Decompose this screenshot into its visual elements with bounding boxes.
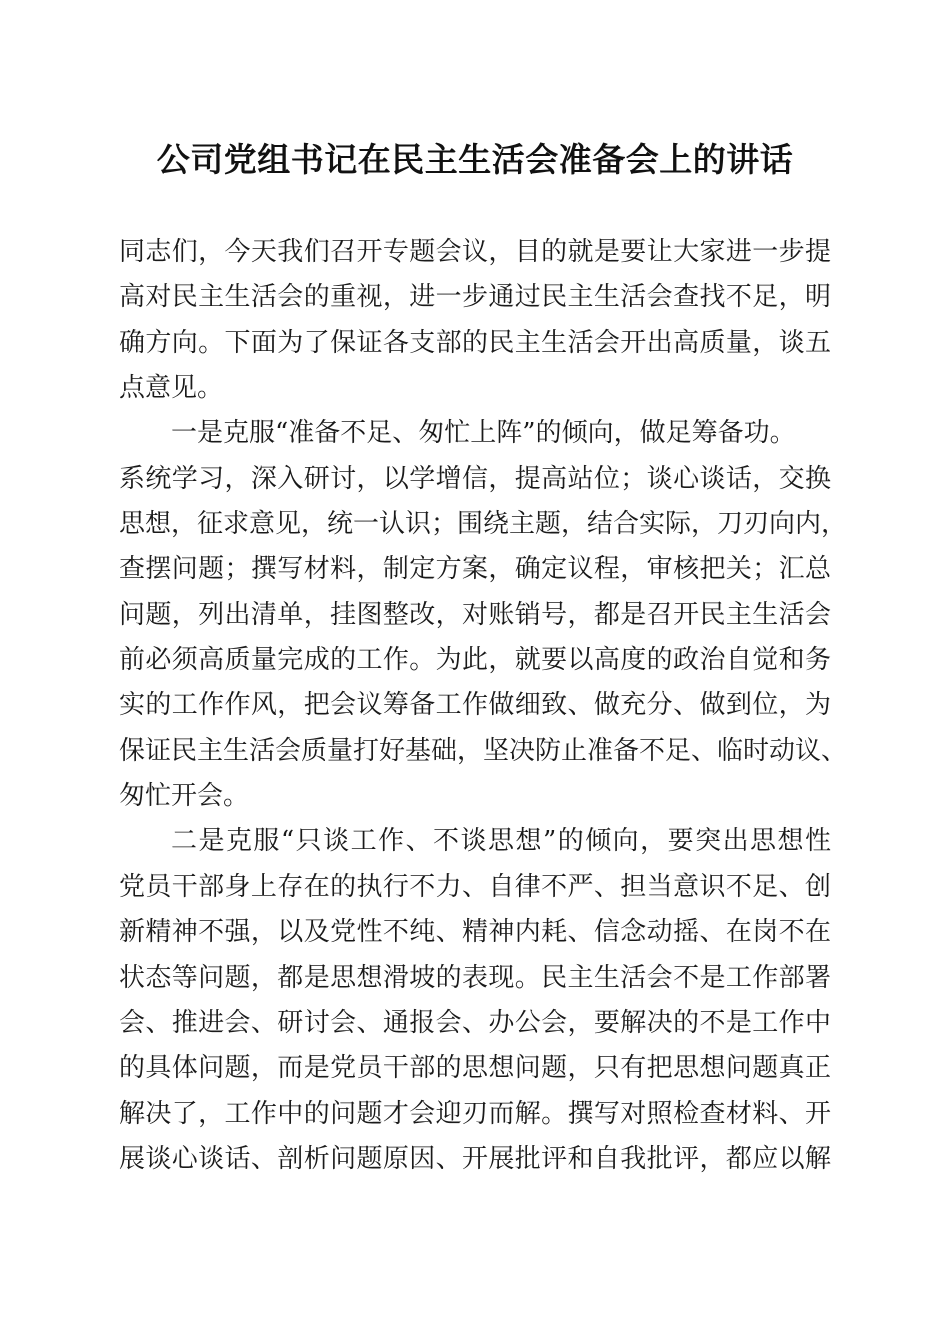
text-line: 会、推进会、研讨会、通报会、办公会，要解决的不是工作中 (119, 1007, 831, 1038)
text-line: 新精神不强，以及党性不纯、精神内耗、信念动摇、在岗不在 (119, 917, 831, 948)
text-line: 系统学习，深入研讨，以学增信，提高站位；谈心谈话，交换 (119, 463, 831, 494)
text-line: 的具体问题，而是党员干部的思想问题，只有把思想问题真正 (119, 1053, 831, 1084)
text-line: 同志们，今天我们召开专题会议，目的就是要让大家进一步提 (119, 237, 831, 267)
section-heading-2: 二是克服“只谈工作、不谈思想”的倾向，要突出思想性 (171, 826, 831, 857)
text-line: 保证民主生活会质量打好基础，坚决防止准备不足、临时动议、 (119, 735, 848, 766)
text-line: 解决了，工作中的问题才会迎刃而解。撰写对照检查材料、开 (119, 1098, 831, 1129)
text-line: 点意见。 (119, 373, 224, 404)
document-title: 公司党组书记在民主生活会准备会上的讲话 (156, 140, 794, 179)
text-line: 匆忙开会。 (119, 781, 250, 812)
text-line: 问题，列出清单，挂图整改，对账销号，都是召开民主生活会 (119, 599, 831, 630)
document-body (119, 230, 848, 1182)
text-line: 状态等问题，都是思想滑坡的表现。民主生活会不是工作部署 (119, 962, 831, 993)
text-line: 前必须高质量完成的工作。为此，就要以高度的政治自觉和务 (119, 645, 831, 676)
text-line: 实的工作作风，把会议筹备工作做细致、做充分、做到位，为 (119, 690, 831, 721)
text-line: 思想，征求意见，统一认识；围绕主题，结合实际，刀刃向内， (119, 509, 848, 540)
text-line: 高对民主生活会的重视，进一步通过民主生活会查找不足，明 (119, 282, 831, 313)
section-heading-1: 一是克服“准备不足、匆忙上阵”的倾向，做足筹备功。 (171, 418, 796, 449)
text-line: 确方向。下面为了保证各支部的民主生活会开出高质量，谈五 (119, 327, 831, 358)
text-line: 党员干部身上存在的执行不力、自律不严、担当意识不足、创 (119, 871, 831, 902)
text-line: 查摆问题；撰写材料，制定方案，确定议程，审核把关；汇总 (119, 554, 831, 585)
text-line: 展谈心谈话、剖析问题原因、开展批评和自我批评，都应以解 (119, 1143, 831, 1174)
